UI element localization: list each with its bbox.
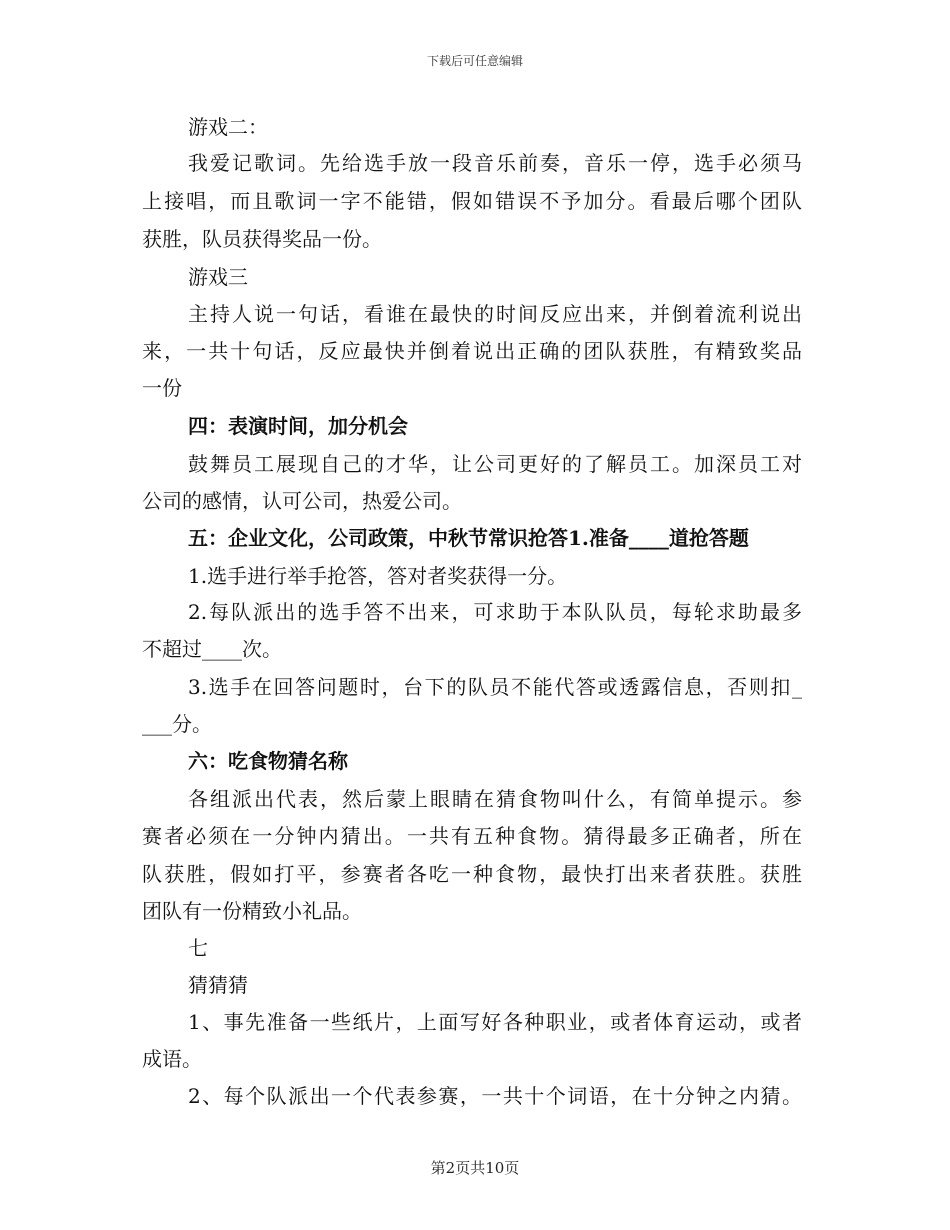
paragraph-line: 鼓舞员工展现自己的才华，让公司更好的了解员工。加深员工对 (188, 452, 802, 476)
paragraph-line: 赛者必须在一分钟内猜出。一共有五种食物。猜得最多正确者，所在 (142, 824, 802, 848)
section-four-heading: 四：表演时间，加分机会 (188, 414, 408, 438)
section-five-heading: 五：企业文化，公司政策，中秋节常识抢答1.准备____道抢答题 (188, 526, 749, 550)
game-name: 猜猜猜 (188, 973, 248, 997)
rule-item-1: 1.选手进行举手抢答，答对者奖获得一分。 (188, 564, 568, 588)
step-item-2: 2、每个队派出一个代表参赛，一共十个词语，在十分钟之内猜。 (188, 1084, 802, 1108)
rule-item-2: 2.每队派出的选手答不出来，可求助于本队队员，每轮求助最多 (188, 600, 802, 624)
section-six-heading: 六：吃食物猜名称 (188, 749, 348, 773)
paragraph-line: 团队有一份精致小礼品。 (142, 899, 362, 923)
rule-item-3: 3.选手在回答问题时，台下的队员不能代答或透露信息，否则扣_ (188, 675, 802, 699)
paragraph-line: ___分。 (142, 712, 212, 736)
paragraph-line: 各组派出代表，然后蒙上眼睛在猜食物叫什么，有简单提示。参 (188, 787, 802, 811)
paragraph-line: 我爱记歌词。先给选手放一段音乐前奏，音乐一停，选手必须马 (188, 151, 802, 175)
paragraph-line: 来，一共十句话，反应最快并倒着说出正确的团队获胜，有精致奖品 (142, 339, 802, 363)
paragraph-line: 一份 (142, 376, 182, 400)
page-header: 下载后可任意编辑 (426, 54, 523, 68)
paragraph-line: 不超过____次。 (142, 637, 282, 661)
paragraph-line: 上接唱，而且歌词一字不能错，假如错误不予加分。看最后哪个团队 (142, 189, 802, 213)
page-number-footer: 第2页共10页 (430, 1159, 520, 1177)
paragraph-line: 主持人说一句话，看谁在最快的时间反应出来，并倒着流利说出 (188, 302, 802, 326)
step-item-1: 1、事先准备一些纸片，上面写好各种职业，或者体育运动，或者 (188, 1010, 802, 1034)
paragraph-line: 公司的感情，认可公司，热爱公司。 (142, 489, 462, 513)
game-two-heading: 游戏二： (188, 115, 268, 139)
paragraph-line: 队获胜，假如打平，参赛者各吃一种食物，最快打出来者获胜。获胜 (142, 862, 802, 886)
paragraph-line: 获胜，队员获得奖品一份。 (142, 227, 382, 251)
section-seven-heading: 七 (188, 936, 208, 960)
paragraph-line: 成语。 (142, 1047, 202, 1071)
game-three-heading: 游戏三 (188, 265, 248, 289)
